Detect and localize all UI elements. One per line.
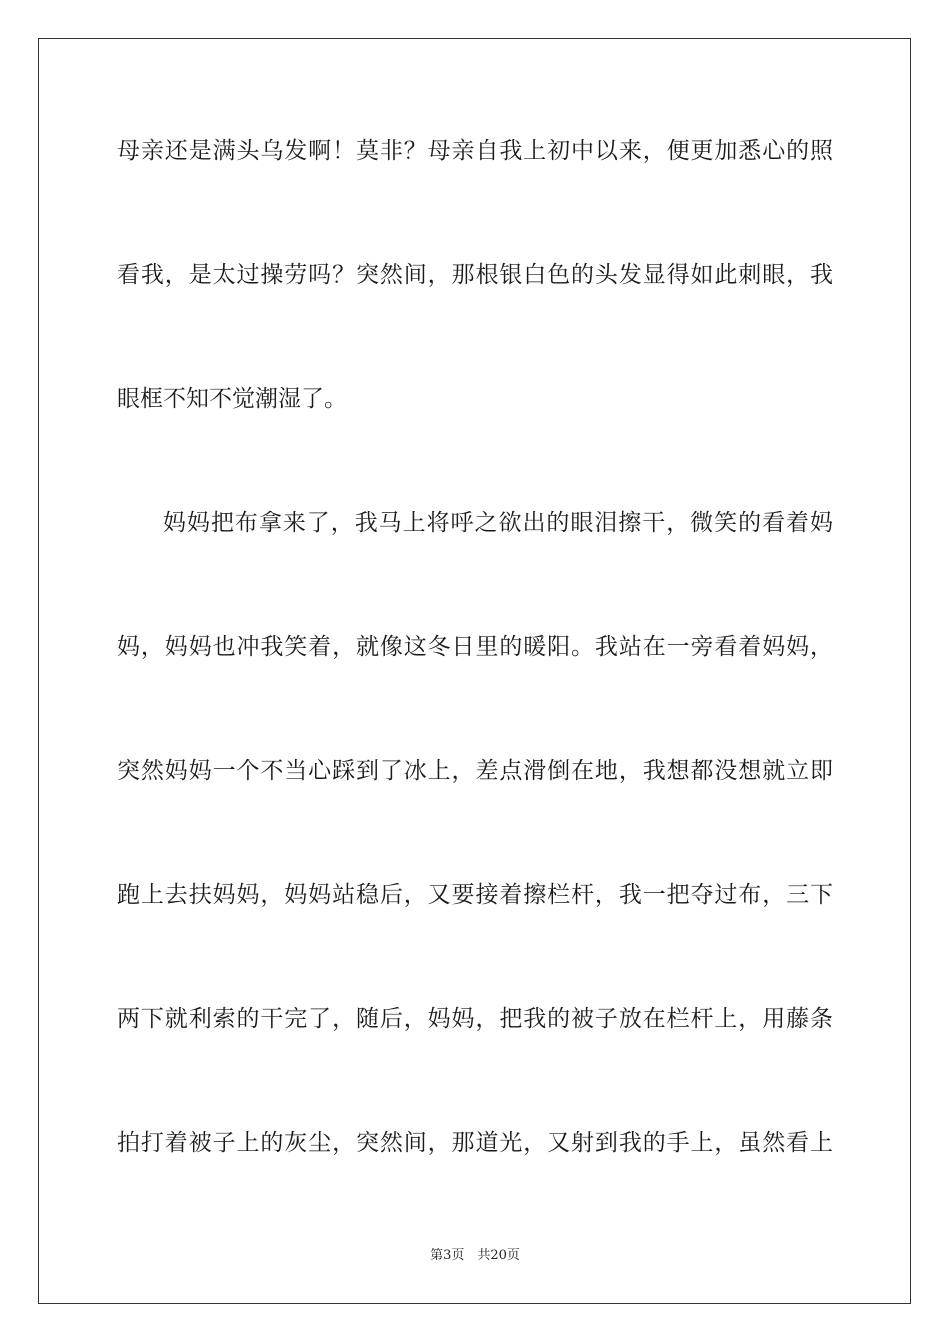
text-line: 两下就利索的干完了，随后，妈妈，把我的被子放在栏杆上，用藤条 bbox=[117, 1006, 833, 1032]
page-number-footer: 第3页 共20页 bbox=[430, 1248, 520, 1263]
text-line: 母亲还是满头乌发啊！莫非？母亲自我上初中以来，便更加悉心的照 bbox=[117, 138, 833, 164]
text-line: 妈，妈妈也冲我笑着，就像这冬日里的暖阳。我站在一旁看着妈妈， bbox=[117, 634, 833, 660]
page-border bbox=[38, 38, 911, 1304]
text-line: 妈妈把布拿来了，我马上将呼之欲出的眼泪擦干，微笑的看着妈 bbox=[163, 510, 833, 536]
text-line: 眼框不知不觉潮湿了。 bbox=[117, 386, 347, 412]
text-line: 看我，是太过操劳吗？突然间，那根银白色的头发显得如此刺眼，我 bbox=[117, 262, 833, 288]
text-line: 突然妈妈一个不当心踩到了冰上，差点滑倒在地，我想都没想就立即 bbox=[117, 758, 833, 784]
text-line: 拍打着被子上的灰尘，突然间，那道光，又射到我的手上，虽然看上 bbox=[117, 1130, 833, 1156]
text-line: 跑上去扶妈妈，妈妈站稳后，又要接着擦栏杆，我一把夺过布，三下 bbox=[117, 882, 833, 908]
